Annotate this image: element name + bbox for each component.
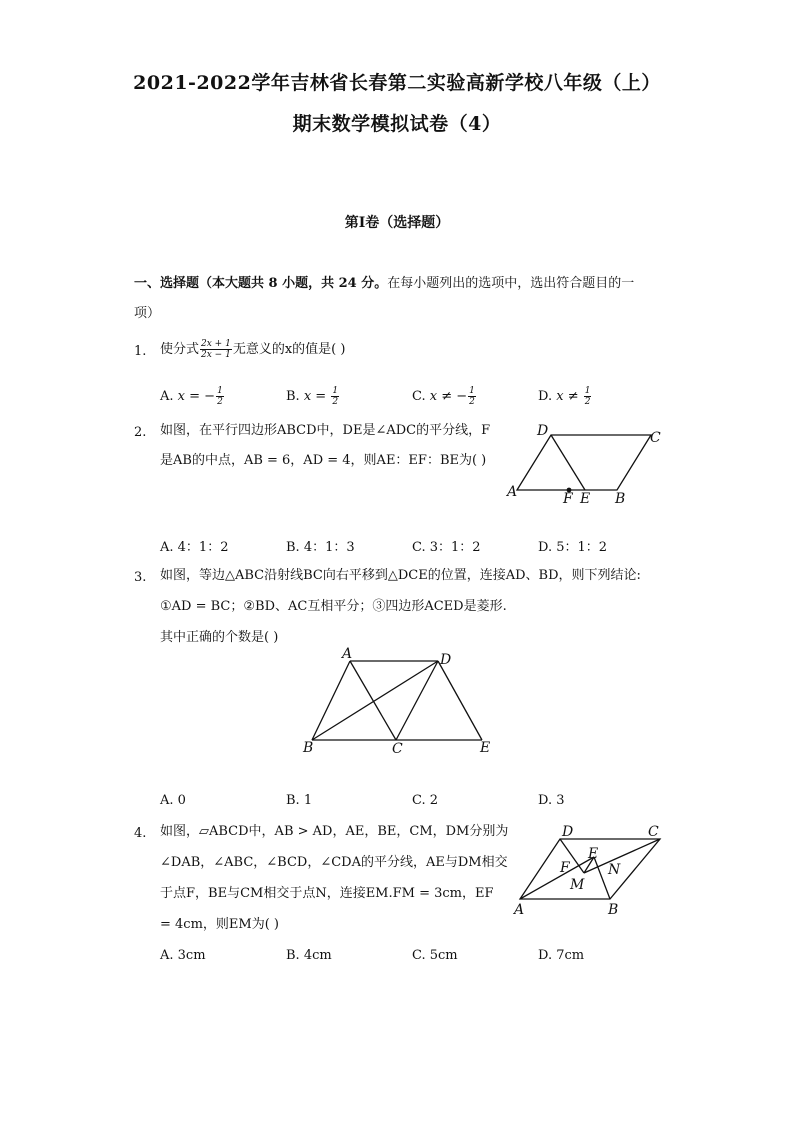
q2-line-1: 如图，在平行四边形ABCD中，DE是∠ADC的平分线，F bbox=[160, 423, 491, 438]
q2-line-2: 是AB的中点，AB = 6，AD = 4，则AE：EF：BE为( ) bbox=[160, 453, 487, 468]
q3-option-a[interactable]: A. 0 bbox=[160, 793, 186, 808]
q3-label-e: E bbox=[480, 740, 491, 756]
q1-stem bbox=[160, 339, 345, 360]
q1-number: 1. bbox=[134, 344, 147, 359]
q2-option-b[interactable]: B. 4：1：3 bbox=[286, 540, 355, 555]
q2-option-a[interactable]: A. 4：1：2 bbox=[160, 540, 229, 555]
q1-option-d-text: x ≠ bbox=[556, 389, 583, 404]
q1-option-b-letter: B. bbox=[286, 389, 300, 404]
title-line-1: 2021-2022学年吉林省长春第二实验高新学校八年级（上） bbox=[133, 72, 661, 94]
section-heading: 第I卷（选择题） bbox=[344, 215, 450, 231]
q1-option-a[interactable] bbox=[160, 386, 225, 407]
q4-figure bbox=[508, 822, 678, 920]
q3-label-d: D bbox=[440, 652, 452, 668]
q3-label-b: B bbox=[303, 740, 314, 756]
q3-line-2: ①AD = BC；②BD、AC互相平分；③四边形ACED是菱形. bbox=[160, 599, 507, 614]
q1-option-c-text: x ≠ − bbox=[429, 389, 468, 404]
q2-line-de bbox=[551, 435, 585, 490]
part-instructions-rest: 在每小题列出的选项中，选出符合题目的一 bbox=[387, 276, 635, 291]
part-instructions-bold: 一、选择题（本大题共 8 小题，共 24 分。 bbox=[134, 276, 388, 291]
q4-label-c: C bbox=[648, 824, 659, 840]
q4-label-m: M bbox=[570, 877, 585, 893]
q3-label-a: A bbox=[342, 646, 353, 662]
q1-option-c[interactable] bbox=[412, 386, 477, 407]
q3-option-c[interactable]: C. 2 bbox=[412, 793, 439, 808]
q4-option-d[interactable]: D. 7cm bbox=[538, 948, 585, 963]
q3-number: 3. bbox=[134, 570, 147, 585]
q4-line-4: = 4cm，则EM为( ) bbox=[160, 917, 279, 932]
q3-line-dc bbox=[396, 661, 438, 740]
q3-line-3: 其中正确的个数是( ) bbox=[160, 630, 279, 645]
q2-option-d[interactable]: D. 5：1：2 bbox=[538, 540, 608, 555]
q3-label-c: C bbox=[392, 741, 403, 757]
q1-option-a-frac bbox=[216, 386, 224, 407]
q2-label-d: D bbox=[537, 423, 549, 439]
q1-option-b-text: x = bbox=[303, 389, 331, 404]
q1-option-b-frac bbox=[331, 386, 339, 407]
q1-option-a-fn: 1 bbox=[217, 386, 223, 396]
q4-line-2: ∠DAB，∠ABC，∠BCD，∠CDA的平分线，AE与DM相交 bbox=[160, 855, 508, 870]
q3-line-ac bbox=[350, 661, 396, 740]
q1-option-a-letter: A. bbox=[160, 389, 174, 404]
q1-option-d-letter: D. bbox=[538, 389, 553, 404]
q4-label-a: A bbox=[514, 902, 525, 918]
q1-option-c-letter: C. bbox=[412, 389, 426, 404]
title-line-2: 期末数学模拟试卷（4） bbox=[292, 113, 502, 135]
q3-figure bbox=[300, 646, 500, 758]
q4-label-f: F bbox=[560, 860, 570, 876]
q2-label-c: C bbox=[650, 430, 661, 446]
q1-option-d[interactable] bbox=[538, 386, 592, 407]
q3-option-d[interactable]: D. 3 bbox=[538, 793, 565, 808]
q1-option-d-fn: 1 bbox=[584, 386, 591, 396]
q1-option-d-fd: 2 bbox=[584, 397, 591, 407]
q1-option-d-frac bbox=[584, 386, 592, 407]
q1-frac-den: 2x − 1 bbox=[201, 350, 231, 360]
q4-option-a[interactable]: A. 3cm bbox=[160, 948, 206, 963]
q3-line-de bbox=[438, 661, 482, 740]
q4-option-b[interactable]: B. 4cm bbox=[286, 948, 332, 963]
q2-number: 2. bbox=[134, 425, 147, 440]
q2-label-f: F bbox=[563, 491, 573, 507]
q4-number: 4. bbox=[134, 826, 147, 841]
q1-option-a-fd: 2 bbox=[217, 397, 223, 407]
q3-option-b[interactable]: B. 1 bbox=[286, 793, 313, 808]
q4-label-d: D bbox=[562, 824, 574, 840]
q1-option-c-frac bbox=[468, 386, 476, 407]
q1-option-b-fn: 1 bbox=[332, 386, 339, 396]
q4-line-3: 于点F，BE与CM相交于点N，连接EM.FM = 3cm，EF bbox=[160, 886, 494, 901]
q2-label-a: A bbox=[507, 484, 518, 500]
q1-option-c-fd: 2 bbox=[469, 397, 475, 407]
q4-label-b: B bbox=[608, 902, 619, 918]
q2-label-e: E bbox=[580, 491, 591, 507]
q4-line-1: 如图，▱ABCD中，AB > AD，AE，BE，CM，DM分别为 bbox=[160, 824, 509, 839]
q4-label-e: E bbox=[588, 846, 599, 862]
q2-label-b: B bbox=[615, 491, 626, 507]
q1-option-a-text: x = − bbox=[177, 389, 216, 404]
q2-option-c[interactable]: C. 3：1：2 bbox=[412, 540, 481, 555]
q1-option-b[interactable] bbox=[286, 386, 340, 407]
q1-option-c-fn: 1 bbox=[469, 386, 475, 396]
q1-option-b-fd: 2 bbox=[332, 397, 339, 407]
part-instructions bbox=[134, 269, 674, 299]
q2-figure bbox=[505, 422, 675, 512]
part-instructions-line2: 项） bbox=[134, 306, 161, 321]
q3-line-1: 如图，等边△ABC沿射线BC向右平移到△DCE的位置，连接AD、BD，则下列结论: bbox=[160, 568, 641, 583]
q4-option-c[interactable]: C. 5cm bbox=[412, 948, 458, 963]
q1-pre: 使分式 bbox=[160, 342, 200, 357]
q1-fraction bbox=[200, 339, 232, 360]
q1-post: 无意义的x的值是( ) bbox=[232, 342, 346, 357]
q2-parallelogram bbox=[517, 435, 651, 490]
q1-frac-num: 2x + 1 bbox=[201, 339, 231, 349]
q4-label-n: N bbox=[608, 862, 621, 878]
